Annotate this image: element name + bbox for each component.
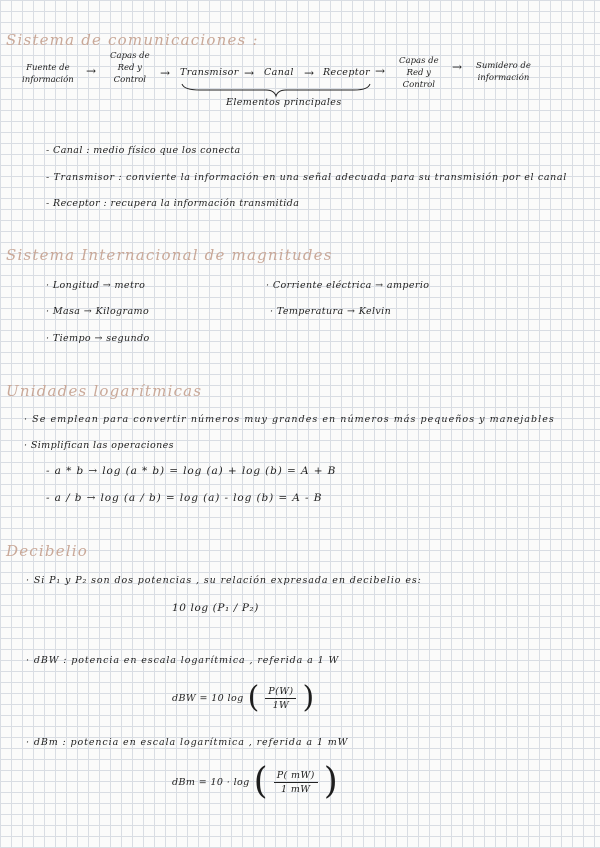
arrow-2: → (160, 66, 171, 80)
dbm-formula (172, 761, 338, 802)
node-capas-2-line1: Capas de (399, 56, 439, 66)
dbw-paren-open: ( (247, 680, 260, 715)
node-canal: Canal (264, 67, 294, 78)
node-capas-2-line3: Control (402, 80, 436, 90)
magnitud-longitud: · Longitud → metro (46, 280, 146, 291)
section-title-decibelio: Decibelio (6, 542, 89, 560)
db-formula-ratio: 10 log (P₁ / P₂) (172, 602, 259, 614)
node-capas-1-line3: Control (113, 75, 147, 85)
dbw-fraction (265, 686, 296, 711)
bullet-transmisor: - Transmisor : convierte la información en una señal adecuada para su transmisión por el canal (46, 172, 567, 183)
arrow-3: → (244, 66, 255, 80)
log-formula-quotient: - a / b → log (a / b) = log (a) - log (b) = A - B (46, 492, 323, 504)
magnitud-corriente: · Corriente eléctrica → amperio (266, 280, 430, 291)
arrow-6: → (452, 60, 463, 74)
section-title-magnitudes: Sistema Internacional de magnitudes (6, 246, 333, 264)
dbm-denominator: 1 mW (281, 783, 311, 795)
magnitud-temperatura: · Temperatura → Kelvin (270, 306, 392, 317)
node-fuente-line2: información (22, 75, 74, 85)
dbm-formula-left: dBm = 10 · log (172, 776, 250, 788)
db-bullet-dbw: · dBW : potencia en escala logarítmica , referida a 1 W (26, 655, 340, 666)
node-fuente-line1: Fuente de (26, 63, 70, 73)
dbm-paren-close: ) (323, 761, 338, 802)
dbm-fraction (274, 770, 318, 795)
bullet-receptor: - Receptor : recupera la información transmitida (46, 198, 300, 209)
dbw-paren-close: ) (302, 680, 315, 715)
node-capas-1-line2: Red y (117, 63, 142, 73)
section-title-comunicaciones: Sistema de comunicaciones : (6, 31, 259, 49)
dbw-formula-left: dBW = 10 log (172, 692, 244, 704)
section-title-logaritmicas: Unidades logarítmicas (6, 382, 203, 400)
dbw-formula (172, 680, 315, 715)
magnitud-masa: · Masa → Kilogramo (46, 306, 150, 317)
arrow-5: → (375, 64, 386, 78)
arrow-4: → (304, 66, 315, 80)
dbw-denominator: 1W (272, 699, 290, 711)
node-sumidero-line1: Sumidero de (476, 61, 531, 71)
dbm-paren-open: ( (253, 761, 268, 802)
magnitud-tiempo: · Tiempo → segundo (46, 333, 150, 344)
bullet-canal: - Canal : medio físico que los conecta (46, 145, 241, 156)
brace-label: Elementos principales (226, 97, 342, 108)
db-bullet-dbm: · dBm : potencia en escala logarítmica , referida a 1 mW (26, 737, 349, 748)
log-formula-product: - a * b → log (a * b) = log (a) + log (b) = A + B (46, 465, 337, 477)
node-transmisor: Transmisor (180, 67, 239, 78)
log-bullet-1: · Se emplean para convertir números muy grandes en números más pequeños y manejables (24, 414, 555, 425)
arrow-1: → (86, 64, 97, 78)
node-receptor: Receptor (323, 67, 371, 78)
db-bullet-1: · Si P₁ y P₂ son dos potencias , su relación expresada en decibelio es: (26, 575, 422, 586)
dbm-numerator: P( mW) (274, 770, 318, 783)
dbw-numerator: P(W) (265, 686, 296, 699)
node-capas-2-line2: Red y (406, 68, 431, 78)
node-sumidero-line2: información (477, 73, 530, 83)
node-capas-1-line1: Capas de (110, 51, 150, 61)
log-bullet-2: · Simplifican las operaciones (24, 440, 174, 451)
